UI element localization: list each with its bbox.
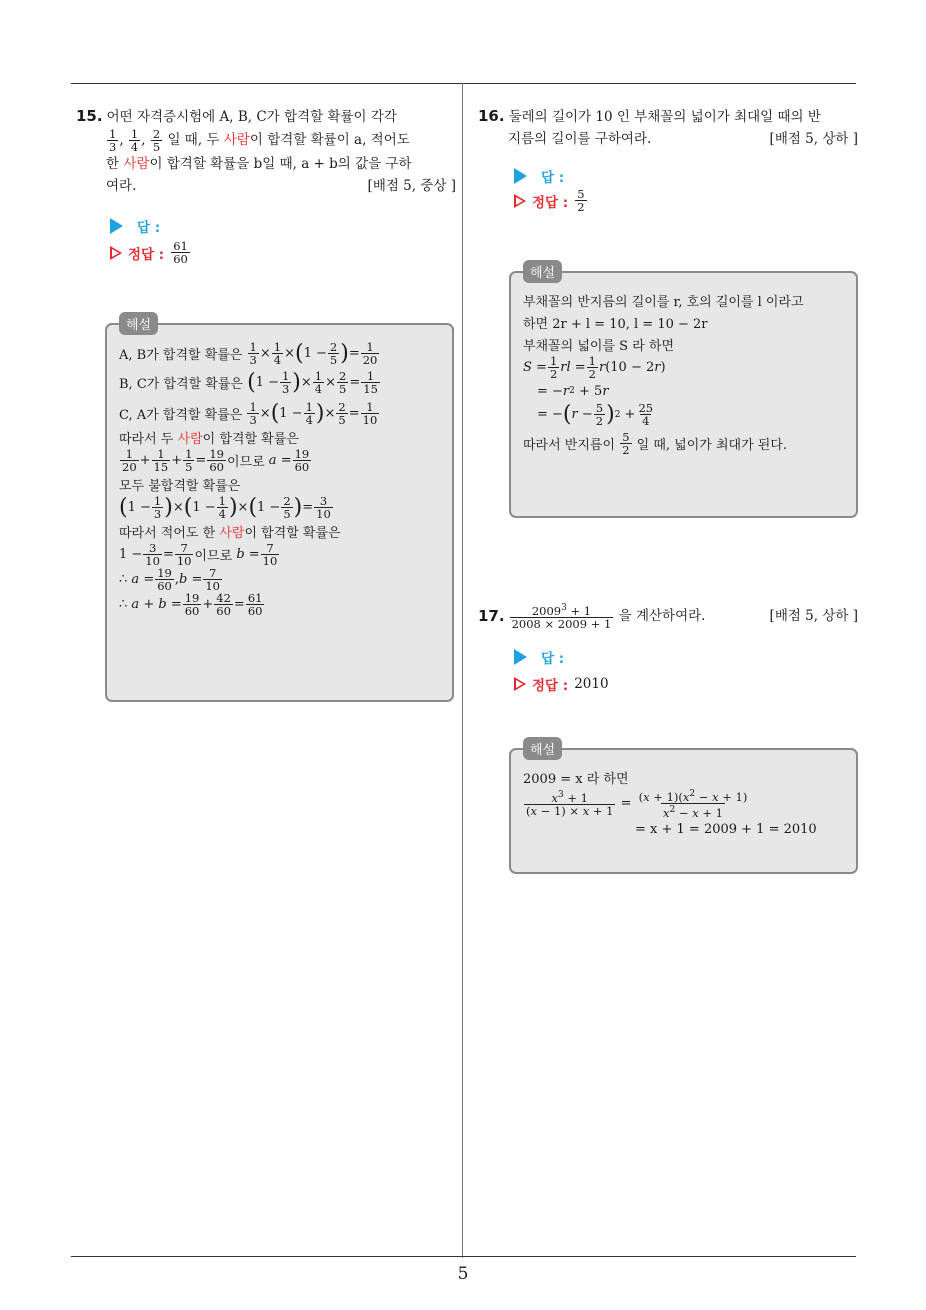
answer-line: 답 : [514, 166, 564, 186]
play-icon [110, 218, 123, 234]
question-15: 15. 어떤 자격증시험에 A, B, C가 합격할 확률이 각각 $\frac{1}{3}$ , $\frac{1}{4}$ , $\frac{2}{5}$ 일 때, 두 사람이 합격할 확률이 a, 적어도 한 사람이 합격할 확률을 b일 때, a + b의 값을 구하 여라. [배점 5, 중상 ] [76, 105, 456, 197]
question-16: 16. 둘레의 길이가 10 인 부채꼴의 넓이가 최대일 때의 반 지름의 길이를 구하여라. [배점 5, 상하 ] [478, 105, 858, 150]
solution-box-16: 해설 부채꼴의 반지름의 길이를 r, 호의 길이를 l 이라고 하면 2r + l = 10, l = 10 − 2r 부채꼴의 넓이를 S 라 하면 S = $\frac{1}{2}$ rl = $\frac{1}{2}$ r (10 − 2 r ) = − r 2 + 5 r = − ( r − $\frac{5}{2}$ ) 2 + $\frac{25}{4}$ 따라서 반지름이 $\frac{5}{2}$ 일 때, 넓이가 최대가 된다. [509, 271, 858, 518]
solution-box-17: 해설 2009 = x 라 하면 $\frac{x^3 + 1}{(x - 1) \times x + 1}$ = $\frac{(x + 1)(x^2 - x + 1)}{x^2 - x + 1}$ = x + 1 = 2009 + 1 = 2010 [509, 748, 858, 874]
points-label: [배점 5, 상하 ] [769, 607, 858, 624]
page-number: 5 [457, 1264, 469, 1284]
answer-line: 답 : [110, 216, 160, 236]
fraction-c: $\frac{2}{5}$ [152, 127, 161, 154]
points-label: [배점 5, 상하 ] [769, 131, 858, 147]
correct-answer: 정답 : $\frac{5}{2}$ [514, 188, 588, 213]
triangle-outline-icon [110, 246, 122, 260]
question-number: 15. [76, 107, 103, 125]
points-label: [배점 5, 중상 ] [367, 178, 456, 194]
question-text: 을 계산하여라. [618, 607, 706, 624]
fraction-a: $\frac{1}{3}$ [109, 127, 117, 154]
triangle-outline-icon [514, 194, 526, 208]
solution-tag: 해설 [523, 260, 562, 283]
bottom-rule [71, 1256, 856, 1257]
play-icon [514, 649, 527, 665]
solution-tag: 해설 [119, 312, 158, 335]
highlight-word: 사람 [223, 132, 250, 148]
triangle-outline-icon [514, 677, 526, 691]
answer-line: 답 : [514, 647, 564, 667]
question-text: 어떤 자격증시험에 A, B, C가 합격할 확률이 각각 [106, 109, 397, 125]
top-rule [71, 83, 856, 84]
solution-tag: 해설 [523, 737, 562, 760]
solution-box-15: 해설 A, B가 합격할 확률은 $\frac{1}{3}$ × $\frac{1}{4}$ × ( 1 − $\frac{2}{5}$ ) = $\frac{1}{20}$ B, C가 합격할 확률은 ( 1 − $\frac{1}{3}$ ) × $\frac{1}{4}$ × $\frac{2}{5}$ = $\frac{1}{15}$ C, A가 합격할 확률은 $\frac{1}{3}$ × ( 1 − $\frac{1}{4}$ ) × $\frac{2}{5}$ = $\frac{1}{10}$ 따라서 두 사람 이 합격할 확률은 $\frac{1}{20}$ + $\frac{1}{15}$ + $\frac{1}{5}$ = $\frac{19}{60}$ 이므로 a = $\frac{19}{60}$ 모두 불합격할 확률은 ( 1 − $\frac{1}{3}$ ) × ( 1 − $\frac{1}{4}$ ) × ( 1 − $\frac{2}{5}$ ) = $\frac{3}{10}$ 따라서 적어도 한 사람 이 합격할 확률은 1 − $\frac{3}{10}$ = $\frac{7}{10}$ 이므로 b = $\frac{7}{10}$ ∴ a = $\frac{19}{60}$ , b = $\frac{7}{10}$ ∴ a + b = $\frac{19}{60}$ + $\frac{42}{60}$ = $\frac{61}{60}$ [105, 323, 454, 702]
question-17 [478, 602, 858, 630]
question-number: 16. [478, 107, 505, 125]
correct-answer: 정답 : $\frac{61}{60}$ [110, 240, 191, 265]
correct-answer: 정답 : 2010 [514, 674, 609, 694]
question-text: 둘레의 길이가 10 인 부채꼴의 넓이가 최대일 때의 반 [508, 109, 821, 125]
highlight-word: 사람 [123, 156, 150, 172]
fraction-b: $\frac{1}{4}$ [130, 127, 139, 154]
question-number: 17. [478, 606, 505, 625]
play-icon [514, 168, 527, 184]
question-expression: $\frac{2009^3 + 1}{2008 \times 2009 + 1}$ [511, 603, 612, 631]
column-divider [462, 83, 463, 1258]
